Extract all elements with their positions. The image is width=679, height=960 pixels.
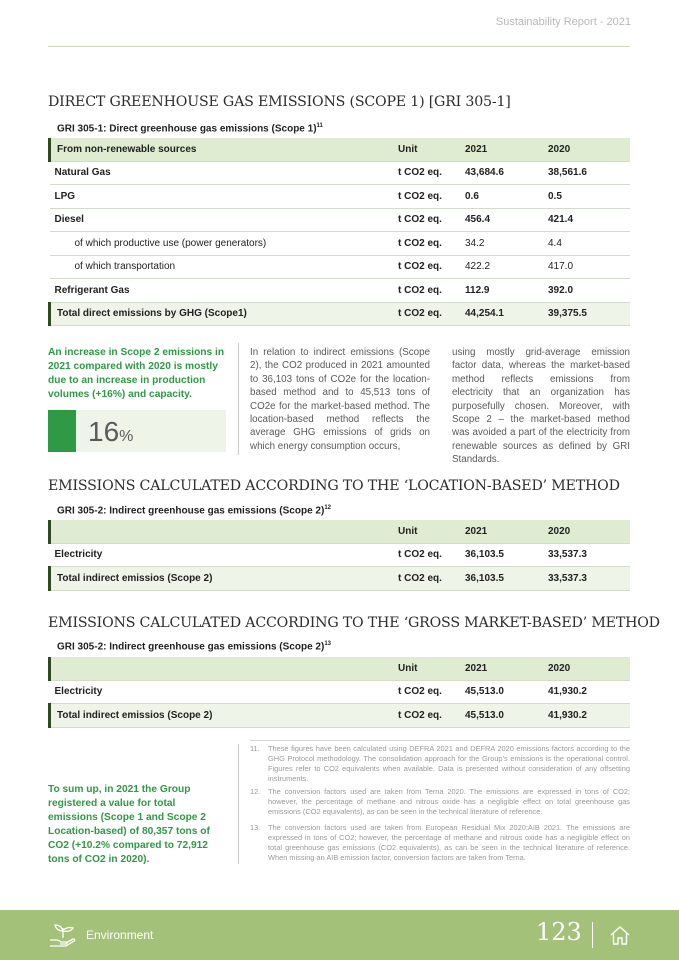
row-label: Electricity (50, 680, 399, 704)
footnote-ref-12[interactable]: 12 (324, 505, 331, 511)
column-header-unit: Unit (398, 138, 465, 161)
percent-value: 16% (88, 416, 134, 447)
total-value-2021: 36,103.5 (465, 567, 548, 591)
row-value-2021: 34.2 (465, 232, 548, 256)
table-row (50, 185, 631, 209)
location-table-caption: GRI 305-2: Indirect greenhouse gas emissions (Scope 2)$^{12}$ (57, 505, 331, 517)
row-value-2020: 392.0 (548, 279, 630, 303)
total-value-2021: 44,254.1 (465, 302, 548, 326)
footnote-divider-vertical (238, 744, 239, 864)
footer-bar (0, 910, 679, 960)
column-divider (238, 343, 239, 455)
total-label: Total direct emissions by GHG (Scope1) (50, 302, 399, 326)
row-value-2021: 422.2 (465, 255, 548, 279)
footnote-11 (250, 744, 630, 784)
row-value-2020: 41,930.2 (548, 680, 630, 704)
table-header-row (50, 657, 631, 680)
location-section-title: EMISSIONS CALCULATED ACCORDING TO THE ‘LOCATION-BASED’ METHOD (48, 478, 620, 494)
footnote-ref-13[interactable]: 13 (324, 641, 331, 647)
column-header-2021: 2021 (465, 138, 548, 161)
total-label: Total indirect emissios (Scope 2) (50, 567, 399, 591)
row-unit: t CO2 eq. (398, 232, 465, 256)
table-row (50, 255, 631, 279)
table-row (50, 279, 631, 303)
scope1-table (48, 138, 630, 326)
table-row (50, 161, 631, 185)
home-icon[interactable] (609, 924, 631, 946)
row-unit: t CO2 eq. (398, 680, 465, 704)
row-value-2020: 421.4 (548, 208, 630, 232)
table-row (50, 680, 631, 704)
footnote-text: The conversion factors used are taken from European Residual Mix 2020:AIB 2021. The emissions are expressed in tons of CO2; however, the percentage of methane and nitrous oxide has a negligible effect on total greenhouse gas emissions (CO2 equivalents), as can be seen in the technical literature of reference. When missing an AIB emission factor, conversion factors are taken from Terna. (268, 823, 630, 862)
row-value-2021: 36,103.5 (465, 543, 548, 567)
location-table (48, 520, 630, 591)
column-header-unit: Unit (398, 520, 465, 543)
footnote-text: These figures have been calculated using DEFRA 2021 and DEFRA 2020 emissions factors according to the GHG Protocol methodology. The consolidation approach for the Group’s emissions is the operational control. Figures refer to CO2 equivalents when available. Data is presented without consideration of any offsetting instruments. (268, 744, 630, 783)
total-unit: t CO2 eq. (398, 567, 465, 591)
footnote-13 (250, 823, 630, 863)
header-divider (48, 46, 630, 47)
market-section-title: EMISSIONS CALCULATED ACCORDING TO THE ‘GROSS MARKET-BASED’ METHOD (48, 615, 660, 631)
page-number: 123 (536, 918, 582, 946)
column-header-2020: 2020 (548, 657, 630, 680)
table-row (50, 232, 631, 256)
row-value-2021: 456.4 (465, 208, 548, 232)
row-value-2020: 4.4 (548, 232, 630, 256)
row-value-2021: 0.6 (465, 185, 548, 209)
scope1-section-title: DIRECT GREENHOUSE GAS EMISSIONS (SCOPE 1) [GRI 305-1] (48, 94, 511, 110)
column-header-unit: Unit (398, 657, 465, 680)
footnote-12 (250, 787, 630, 817)
column-header-2020: 2020 (548, 138, 630, 161)
row-label: Refrigerant Gas (50, 279, 399, 303)
table-row (50, 543, 631, 567)
table-header-row (50, 520, 631, 543)
row-value-2021: 45,513.0 (465, 680, 548, 704)
row-label: Diesel (50, 208, 399, 232)
row-label: of which productive use (power generators) (50, 232, 399, 256)
footnote-text: The conversion factors used are taken from Terna 2020. The emissions are expressed in tons of CO2; however, the percentage of methane and nitrous oxide has a negligible effect on total greenhouse gas emissions (CO2 equivalents), as can be seen in the technical literature of reference. (268, 787, 630, 816)
market-table (48, 657, 630, 728)
footnote-number: 13. (250, 823, 261, 832)
row-unit: t CO2 eq. (398, 255, 465, 279)
column-header-source (50, 657, 399, 680)
row-label: Electricity (50, 543, 399, 567)
column-header-2021: 2021 (465, 520, 548, 543)
footnote-divider (250, 740, 630, 741)
column-header-2021: 2021 (465, 657, 548, 680)
column-header-source (50, 520, 399, 543)
percent-callout-bar (48, 410, 76, 452)
total-value-2020: 39,375.5 (548, 302, 630, 326)
footnote-number: 11. (250, 744, 260, 753)
row-value-2021: 43,684.6 (465, 161, 548, 185)
footnote-number: 12. (250, 787, 261, 796)
summary-highlight-text: To sum up, in 2021 the Group registered a value for total emissions (Scope 1 and Scope 2 Location-based) of 80,357 tons of CO2 (+10.2% compared to 72,912 tons of CO2 in 2020). (48, 784, 210, 865)
row-label: LPG (50, 185, 399, 209)
total-unit: t CO2 eq. (398, 704, 465, 728)
footer-divider (592, 922, 593, 948)
total-label: Total indirect emissios (Scope 2) (50, 704, 399, 728)
row-label: of which transportation (50, 255, 399, 279)
scope1-table-caption: GRI 305-1: Direct greenhouse gas emissions (Scope 1)$^{11}$ (57, 123, 323, 135)
body-text-column-2: using mostly grid-average emission factor data, whereas the market-based method reflects emissions from electricity that an organization has purposefully chosen. Moreover, with Scope 2 – the market-based method was avoided a part of the electricity from renewable sources as defined by GRI Standards. (452, 347, 630, 466)
table-header-row (50, 138, 631, 161)
total-unit: t CO2 eq. (398, 302, 465, 326)
table-total-row (50, 704, 631, 728)
footer-section-label[interactable]: Environment (86, 928, 154, 942)
row-value-2020: 33,537.3 (548, 543, 630, 567)
report-title: Sustainability Report - 2021 (495, 16, 631, 28)
row-label: Natural Gas (50, 161, 399, 185)
column-header-2020: 2020 (548, 520, 630, 543)
footnote-ref-11[interactable]: 11 (316, 123, 323, 129)
total-value-2020: 33,537.3 (548, 567, 630, 591)
row-unit: t CO2 eq. (398, 208, 465, 232)
total-value-2021: 45,513.0 (465, 704, 548, 728)
plant-hand-icon (48, 922, 78, 948)
total-value-2020: 41,930.2 (548, 704, 630, 728)
table-total-row (50, 302, 631, 326)
row-value-2020: 0.5 (548, 185, 630, 209)
row-unit: t CO2 eq. (398, 185, 465, 209)
row-unit: t CO2 eq. (398, 161, 465, 185)
column-header-source: From non-renewable sources (50, 138, 399, 161)
body-text-column-1: In relation to indirect emissions (Scope 2), the CO2 produced in 2021 amounted to 36,103 tons of CO2e for the location-based method and to 45,513 tons of CO2e for the market-based method. The location-based method reflects the average GHG emissions of grids on which energy consumption occurs, (250, 347, 430, 452)
row-unit: t CO2 eq. (398, 279, 465, 303)
scope2-highlight-text: An increase in Scope 2 emissions in 2021 compared with 2020 is mostly due to an increase in production volumes (+16%) and capacity. (48, 347, 225, 400)
row-value-2021: 112.9 (465, 279, 548, 303)
table-total-row (50, 567, 631, 591)
row-value-2020: 38,561.6 (548, 161, 630, 185)
row-value-2020: 417.0 (548, 255, 630, 279)
market-table-caption: GRI 305-2: Indirect greenhouse gas emissions (Scope 2)$^{13}$ (57, 641, 331, 653)
row-unit: t CO2 eq. (398, 543, 465, 567)
percent-sign: % (119, 428, 134, 445)
percent-callout (48, 410, 226, 452)
table-row (50, 208, 631, 232)
